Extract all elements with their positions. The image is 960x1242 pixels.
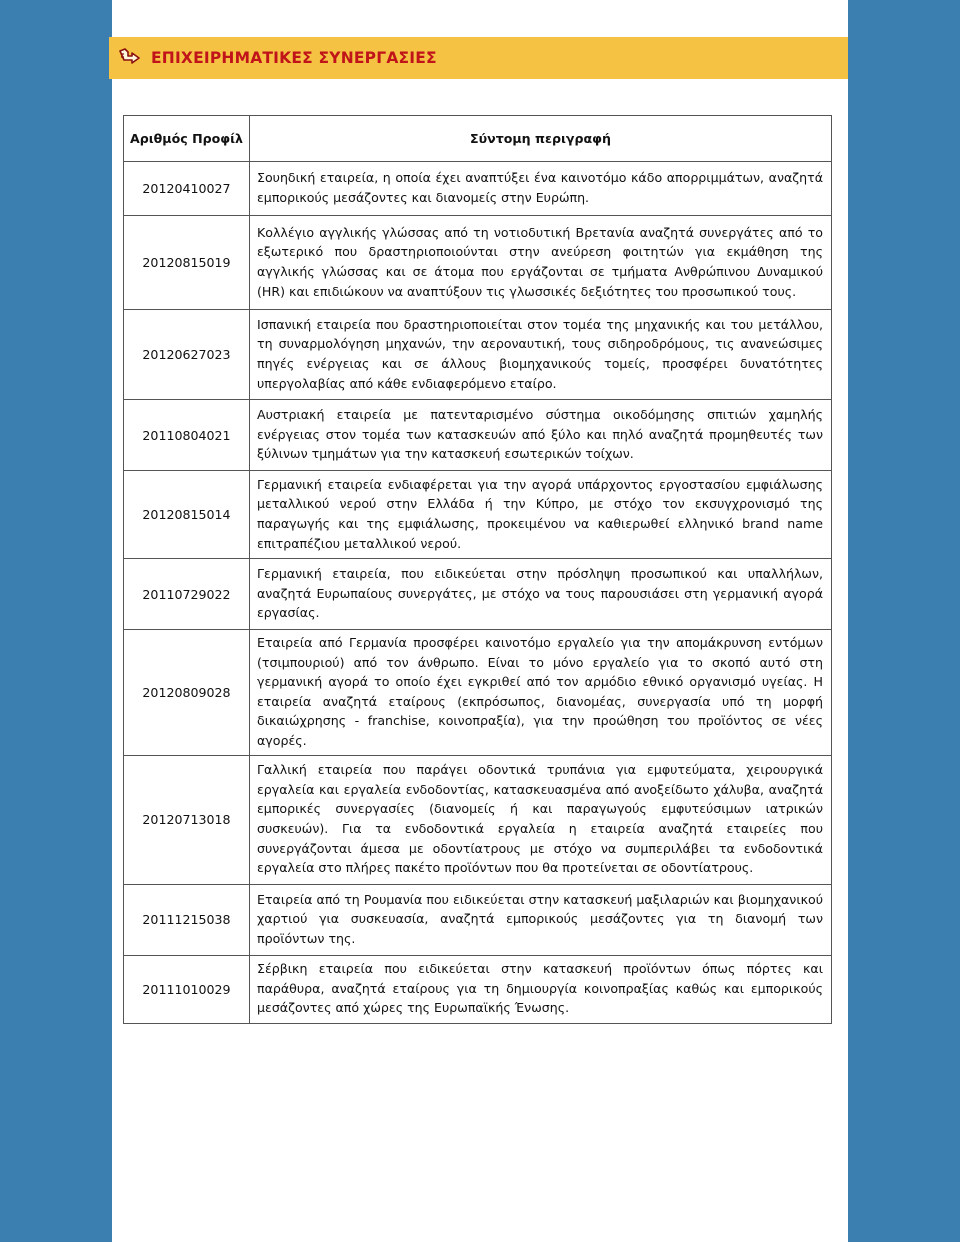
profile-description: Κολλέγιο αγγλικής γλώσσας από τη νοτιοδυτική Βρετανία αναζητά συνεργάτες από το εξωτερικό που δραστηριοποιούνται στην ανεύρεση φοιτητών για εκμάθηση της αγγλικής γλώσσας και σε άτομα που εργάζονται σε τμήματα Ανθρώπινου Δυναμικού (HR) και επιδιώκουν να αναπτύξουν τις γλωσσικές δεξιότητες του προσωπικού τους. [250,216,832,310]
profile-id: 20120713018 [124,755,250,884]
profile-description: Εταιρεία από τη Ρουμανία που ειδικεύεται στην κατασκευή μαξιλαριών και βιομηχανικού χαρτιού για συσκευασία, αναζητά εμπορικούς μεσάζοντες για τη διανομή των προϊόντων της. [250,884,832,955]
section-header [109,37,848,79]
table-header-row [124,116,832,162]
profile-id: 20111010029 [124,955,250,1023]
table-row [124,755,832,884]
profile-description: Αυστριακή εταιρεία με πατενταρισμένο σύστημα οικοδόμησης σπιτιών χαμηλής ενέργειας στον τομέα των κατασκευών από ξύλο και πηλό αναζητά προμηθευτές των ξύλινων τμημάτων για την κατασκευή εσωτερικών τοίχων. [250,400,832,471]
right-background-band [848,0,960,1242]
profile-id: 20111215038 [124,884,250,955]
description-header: Σύντομη περιγραφή [250,116,832,162]
profile-id: 20120410027 [124,162,250,216]
profile-description: Γερμανική εταιρεία, που ειδικεύεται στην πρόσληψη προσωπικού και υπαλλήλων, αναζητά Ευρωπαίους συνεργάτες, με στόχο να τους παρουσιάσει στη γερμανική αγορά εργασίας. [250,559,832,630]
profile-id: 20120627023 [124,310,250,400]
profiles-table [123,115,832,1024]
table-row [124,955,832,1023]
profile-description: Σέρβικη εταιρεία που ειδικεύεται στην κατασκευή προϊόντων όπως πόρτες και παράθυρα, αναζητά εταίρους για τη δημιουργία κοινοπραξίας καθώς και εμπορικούς μεσάζοντες από χώρες της Ευρωπαϊκής Ένωσης. [250,955,832,1023]
left-background-band [0,0,112,1242]
profile-number-header: Αριθμός Προφίλ [124,116,250,162]
profile-id: 20120815019 [124,216,250,310]
table-row [124,400,832,471]
table-row [124,630,832,756]
section-title: ΕΠΙΧΕΙΡΗΜΑΤΙΚΕΣ ΣΥΝΕΡΓΑΣΙΕΣ [151,49,437,67]
profile-description: Σουηδική εταιρεία, η οποία έχει αναπτύξει ένα καινοτόμο κάδο απορριμμάτων, αναζητά εμπορικούς μεσάζοντες και διανομείς στην Ευρώπη. [250,162,832,216]
hand-arrow-icon [113,37,147,79]
table-row [124,884,832,955]
table-row [124,216,832,310]
profile-description: Εταιρεία από Γερμανία προσφέρει καινοτόμο εργαλείο για την απομάκρυνση εντόμων (τσιμπουριού) από τον άνθρωπο. Είναι το μόνο εργαλείο για το σκοπό αυτό στη γερμανική αγορά το οποίο έχει εγκριθεί από τον αρμόδιο εθνικό οργανισμό υγείας. Η εταιρεία αναζητά εταίρους (εκπρόσωπος, διανομέας, συνεργασία υπό τη μορφή δικαιώχρησης - franchise, κοινοπραξία), για την προώθηση του προϊόντος σε νέες αγορές. [250,630,832,756]
table-row [124,310,832,400]
profile-description: Ισπανική εταιρεία που δραστηριοποιείται στον τομέα της μηχανικής και του μετάλλου, τη συναρμολόγηση μηχανών, την αεροναυτική, τους σιδηροδρόμους, τις ανανεώσιμες πηγές ενέργειας και σε άλλους βιομηχανικούς τομείς, προσφέρει δυνατότητες υπεργολαβίας από κάθε ενδιαφερόμενο εταίρο. [250,310,832,400]
table-row [124,559,832,630]
table-row [124,471,832,559]
profile-description: Γερμανική εταιρεία ενδιαφέρεται για την αγορά υπάρχοντος εργοστασίου εμφιάλωσης μεταλλικού νερού στην Ελλάδα ή την Κύπρο, με στόχο τον εκσυγχρονισμό της παραγωγής και της εμφιάλωσης, προκειμένου να καθιερωθεί ελληνικό brand name επιτραπέζιου μεταλλικού νερού. [250,471,832,559]
profile-description: Γαλλική εταιρεία που παράγει οδοντικά τρυπάνια για εμφυτεύματα, χειρουργικά εργαλεία και εργαλεία ενδοδοντίας, κατασκευασμένα από ανοξείδωτο χάλυβα, αναζητά εμπορικές συνεργασίες (διανομείς ή και παραγωγούς εμφυτεύσιμων ιατρικών συσκευών). Για τα ενδοδοντικά εργαλεία η εταιρεία αναζητά εταιρείες που συνεργάζονται άμεσα με οδοντίατρους με στόχο να συμπεριλάβει τα ενδοδοντικά εργαλεία στο πλήρες πακέτο προϊόντων που θα προτείνεται σε οδοντίατρους. [250,755,832,884]
profile-id: 20110804021 [124,400,250,471]
profile-id: 20120815014 [124,471,250,559]
profile-id: 20110729022 [124,559,250,630]
table-row [124,162,832,216]
profile-id: 20120809028 [124,630,250,756]
